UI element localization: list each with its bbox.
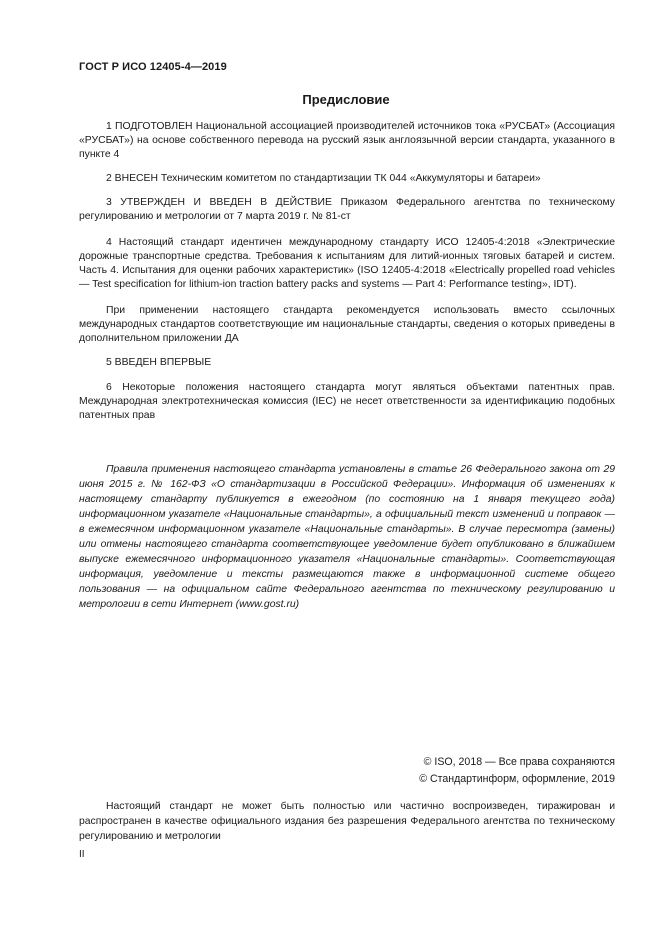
standard-application-notice: Правила применения настоящего стандарта установлены в статье 26 Федерального закона от 29 июня 2015 г. № 162-ФЗ «О стандартизации в Российской Федерации». Информация об изменениях к настоящему стандарту публикуется в ежегодном (по состоянию на 1 января текущего года) информационном указателе «Национальные стандарты», а официальный текст изменений и поправок — в ежемесячном информационном указателе «Национальные стандарты». В случае пересмотра (замены) или отмены настоящего стандарта соответствующее уведомление будет опубликовано в ближайшем выпуске ежемесячного информационного указателя «Национальные стандарты». Соответствующая информация, уведомление и тексты размещаются также в информационной системе общего пользования — на официальном сайте Федерального агентства по техническому регулированию и метрологии в сети Интернет (www.gost.ru) [79, 464, 615, 610]
reproduction-notice: Настоящий стандарт не может быть полностью или частично воспроизведен, тиражирован и распространен в качестве официального издания без разрешения Федерального агентства по техническому регулированию и метрологии [79, 801, 615, 842]
paragraph-2-introduced: 2 ВНЕСЕН Техническим комитетом по стандартизации ТК 044 «Аккумуляторы и батареи» [106, 173, 541, 184]
document-id: ГОСТ Р ИСО 12405-4—2019 [79, 61, 227, 73]
paragraph-3-approved: 3 УТВЕРЖДЕН И ВВЕДЕН В ДЕЙСТВИЕ Приказом Федерального агентства по техническому регулированию и метрологии от 7 марта 2019 г. № 81-ст [79, 197, 615, 222]
paragraph-4-references: При применении настоящего стандарта рекомендуется использовать вместо ссылочных международных стандартов соответствующие им национальные стандарты, сведения о которых приведены в дополнительном приложении ДА [79, 305, 615, 344]
paragraph-6-patents: 6 Некоторые положения настоящего стандарта могут являться объектами патентных прав. Международная электротехническая комиссия (IEC) не несет ответственности за идентификацию подобных патентных прав [79, 382, 615, 421]
paragraph-1-prepared: 1 ПОДГОТОВЛЕН Национальной ассоциацией производителей источников тока «РУСБАТ» (Ассоциация «РУСБАТ») на основе собственного перевода на русский язык англоязычной версии стандарта, указанного в пункте 4 [79, 121, 615, 160]
page-title: Предисловие [302, 92, 390, 107]
page-number: II [79, 849, 85, 860]
copyright-iso: © ISO, 2018 — Все права сохраняются [423, 756, 615, 768]
paragraph-4-identical: 4 Настоящий стандарт идентичен международному стандарту ИСО 12405-4:2018 «Электрические дорожные транспортные средства. Требования к испытаниям для литий-ионных тяговых батарей и систем. Часть 4. Испытания для оценки рабочих характеристик» (ISO 12405-4:2018 «Electrically propelled road vehicles — Test specification for lithium-ion traction battery packs and systems — Part 4: Performance testing», IDT). [79, 237, 615, 290]
copyright-standartinform: © Стандартинформ, оформление, 2019 [419, 773, 615, 785]
paragraph-5-first-introduced: 5 ВВЕДЕН ВПЕРВЫЕ [106, 357, 212, 368]
